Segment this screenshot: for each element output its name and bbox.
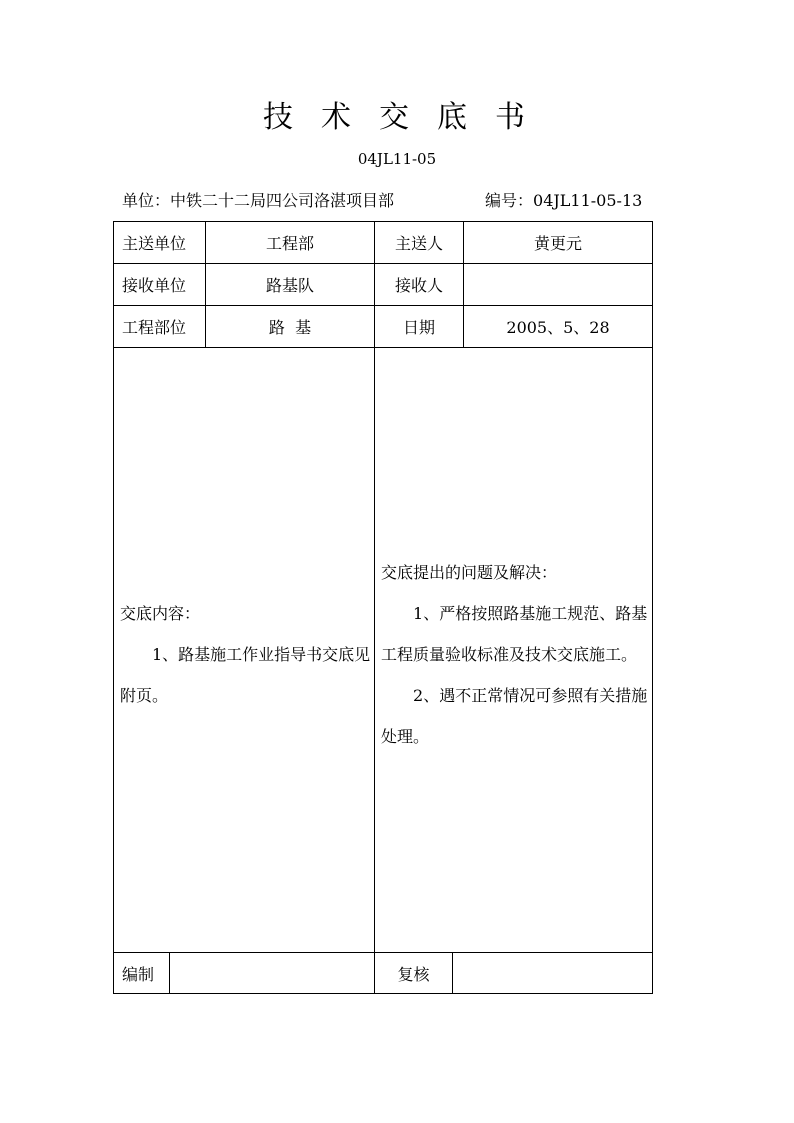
compile-value bbox=[170, 953, 375, 994]
issues-solutions-cell bbox=[375, 348, 653, 953]
number-label: 编号： bbox=[485, 191, 534, 210]
issues-heading: 交底提出的问题及解决： bbox=[381, 562, 558, 582]
footer-row bbox=[114, 953, 653, 994]
sender-unit-label: 主送单位 bbox=[114, 222, 206, 264]
project-part-value: 路 基 bbox=[206, 306, 375, 348]
date-value: 2005、5、28 bbox=[464, 306, 653, 348]
table-row bbox=[114, 264, 653, 306]
document-code: 04JL11-05 bbox=[357, 150, 437, 168]
issues-paragraph: 2、遇不正常情况可参照有关措施处理。 bbox=[381, 685, 648, 746]
review-label: 复核 bbox=[375, 953, 453, 994]
unit-value: 中铁二十二局四公司洛湛项目部 bbox=[170, 191, 395, 210]
disclosure-table bbox=[113, 221, 653, 994]
number-line bbox=[485, 190, 642, 212]
content-row bbox=[114, 348, 653, 953]
table-row bbox=[114, 306, 653, 348]
document-title: 技术交底书 bbox=[263, 100, 553, 135]
receiver-person-label: 接收人 bbox=[375, 264, 464, 306]
sender-person-label: 主送人 bbox=[375, 222, 464, 264]
unit-label: 单位： bbox=[122, 191, 171, 210]
receiver-person-value bbox=[464, 264, 653, 306]
disclosure-content-heading: 交底内容： bbox=[120, 603, 201, 623]
date-label: 日期 bbox=[375, 306, 464, 348]
compile-label: 编制 bbox=[114, 953, 170, 994]
disclosure-content-paragraph: 1、路基施工作业指导书交底见附页。 bbox=[120, 644, 371, 705]
review-value bbox=[453, 953, 653, 994]
receiver-unit-label: 接收单位 bbox=[114, 264, 206, 306]
unit-line bbox=[122, 190, 394, 212]
number-value: 04JL11-05-13 bbox=[533, 191, 643, 210]
sender-person-value: 黄更元 bbox=[464, 222, 653, 264]
project-part-label: 工程部位 bbox=[114, 306, 206, 348]
table-row bbox=[114, 222, 653, 264]
issues-paragraph: 1、严格按照路基施工规范、路基工程质量验收标准及技术交底施工。 bbox=[381, 603, 648, 664]
receiver-unit-value: 路基队 bbox=[206, 264, 375, 306]
sender-unit-value: 工程部 bbox=[206, 222, 375, 264]
disclosure-content-cell bbox=[114, 348, 375, 953]
